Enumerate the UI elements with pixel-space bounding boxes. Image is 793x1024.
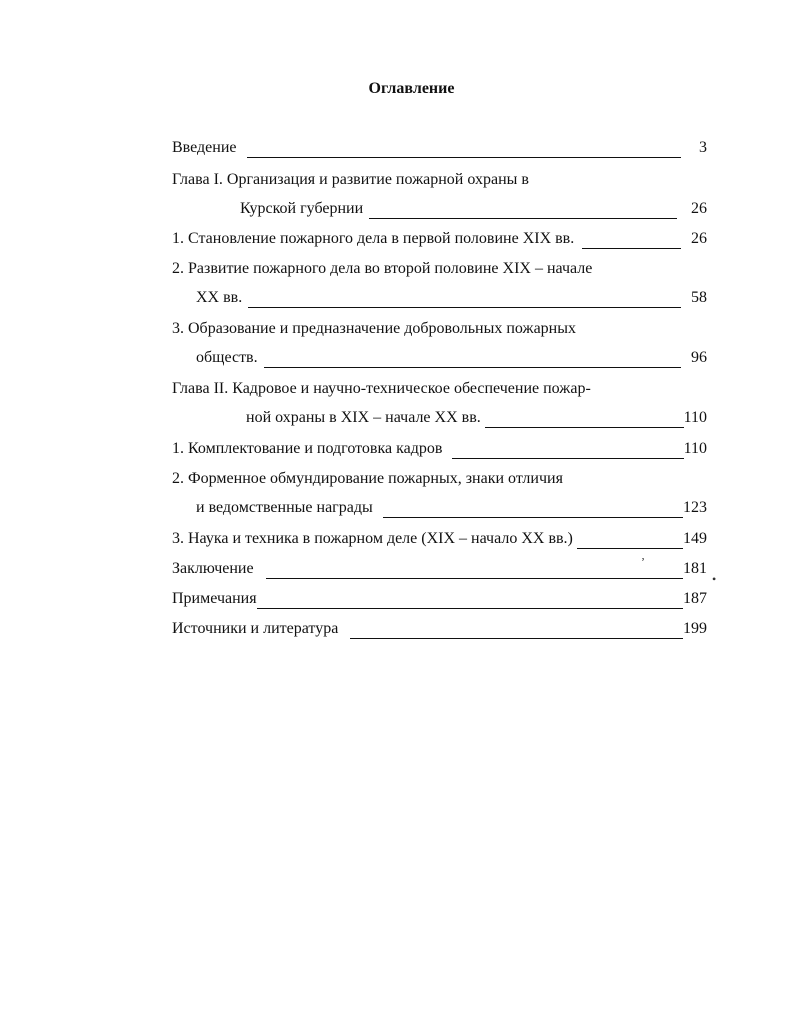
- toc-entry-text: 3. Образование и предназначение добровольных пожарных: [172, 320, 576, 337]
- scan-speck-mark: •: [712, 572, 717, 586]
- toc-entry-text: и ведомственные награды: [196, 499, 373, 516]
- toc-entry-text: 1. Становление пожарного дела в первой половине XIX вв.: [172, 230, 575, 247]
- toc-entry-text: Заключение: [172, 560, 254, 577]
- toc-entry-text: Курской губернии: [240, 200, 364, 217]
- toc-page-number: 26: [691, 200, 707, 217]
- toc-entry-text: 2. Форменное обмундирование пожарных, знаки отличия: [172, 470, 563, 487]
- toc-page-number: 110: [683, 409, 707, 426]
- toc-leader-line: [247, 157, 682, 158]
- toc-entry-text: 2. Развитие пожарного дела во второй половине XIX – начале: [172, 260, 593, 277]
- toc-section-2-2-heading: [172, 470, 563, 492]
- toc-entry-text: Примечания: [172, 590, 257, 607]
- toc-section-1-3-continuation: [196, 349, 707, 371]
- toc-leader-line: [582, 248, 681, 249]
- toc-chapter-2-heading: [172, 380, 591, 402]
- toc-section-1-3-heading: [172, 320, 576, 342]
- toc-entry-notes: [172, 590, 707, 612]
- toc-page-number: 58: [691, 289, 707, 306]
- toc-page-number: 181: [683, 560, 707, 577]
- toc-chapter-2-continuation: [246, 409, 707, 431]
- toc-leader-line: [350, 638, 683, 639]
- toc-page-number: 123: [683, 499, 707, 516]
- toc-leader-line: [257, 608, 683, 609]
- toc-page-number: 3: [699, 139, 707, 156]
- scan-speck-mark: ʼ: [641, 555, 645, 569]
- toc-section-1-1: [172, 230, 707, 252]
- toc-entry-text: Глава II. Кадровое и научно-техническое обеспечение пожар-: [172, 380, 591, 397]
- toc-page-number: 96: [691, 349, 707, 366]
- toc-entry-text: 3. Наука и техника в пожарном деле (XIX – начало XX вв.): [172, 530, 573, 547]
- toc-leader-line: [485, 427, 684, 428]
- toc-entry-text: ной охраны в XIX – начале XX вв.: [246, 409, 481, 426]
- toc-chapter-1-continuation: [240, 200, 707, 222]
- toc-section-1-2-continuation: [196, 289, 707, 311]
- toc-leader-line: [264, 367, 681, 368]
- toc-section-1-2-heading: [172, 260, 592, 282]
- toc-entry-conclusion: [172, 560, 707, 582]
- toc-page-number: 110: [683, 440, 707, 457]
- toc-page-number: 187: [683, 590, 707, 607]
- toc-entry-text: обществ.: [196, 349, 258, 366]
- toc-section-2-2-continuation: [196, 499, 707, 521]
- toc-page-number: 149: [683, 530, 707, 547]
- toc-entry-text: XX вв.: [196, 289, 243, 306]
- toc-entry-text: 1. Комплектование и подготовка кадров: [172, 440, 443, 457]
- toc-leader-line: [266, 578, 683, 579]
- toc-leader-line: [369, 218, 677, 219]
- toc-title: Оглавление: [368, 80, 455, 97]
- toc-section-2-3: [172, 530, 707, 552]
- toc-leader-line: [383, 517, 683, 518]
- toc-entry-text: Источники и литература: [172, 620, 339, 637]
- toc-page-number: 26: [691, 230, 707, 247]
- toc-chapter-1-heading: [172, 171, 529, 193]
- toc-leader-line: [452, 458, 683, 459]
- toc-entry-sources: [172, 620, 707, 642]
- toc-page-number: 199: [683, 620, 707, 637]
- toc-entry-text: Введение: [172, 139, 237, 156]
- toc-entry-introduction: [172, 139, 707, 161]
- toc-entry-text: Глава I. Организация и развитие пожарной охраны в: [172, 171, 529, 188]
- toc-leader-line: [248, 307, 681, 308]
- toc-section-2-1: [172, 440, 707, 462]
- toc-leader-line: [577, 548, 683, 549]
